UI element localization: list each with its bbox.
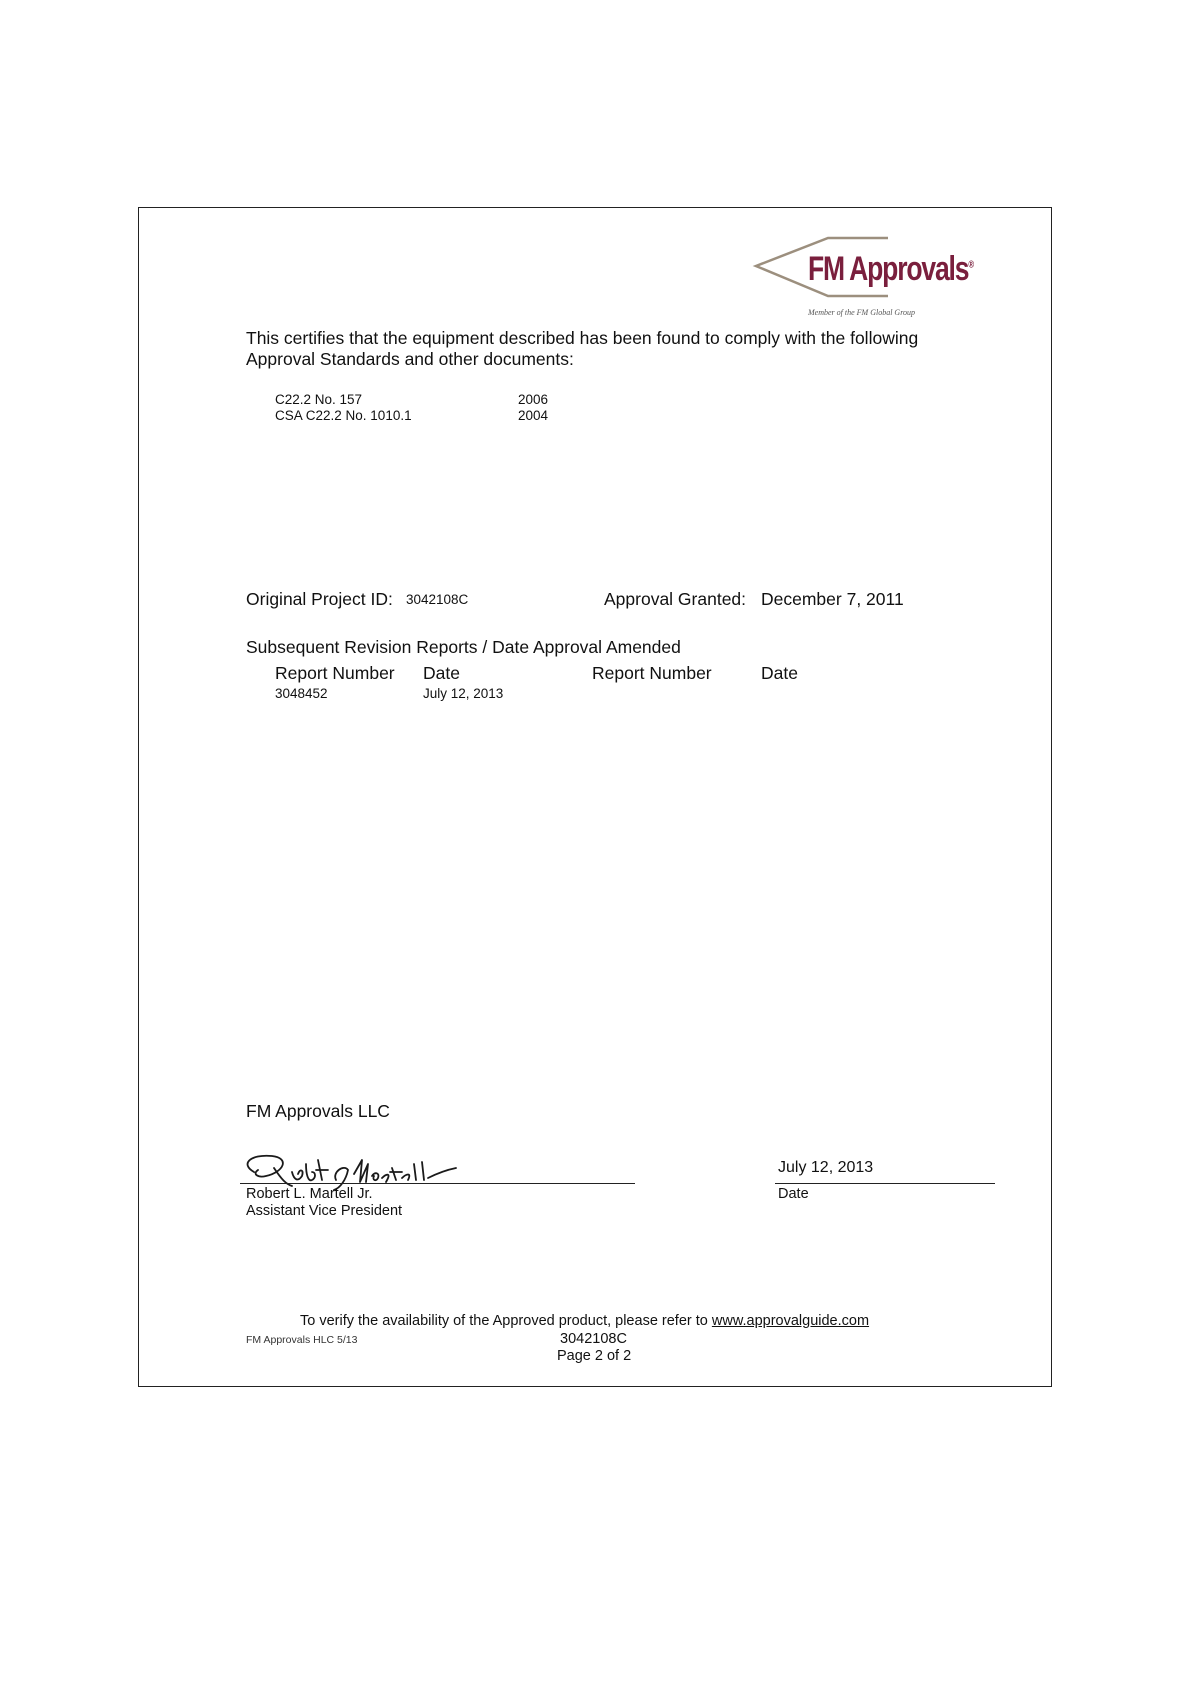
- col-date: Date: [423, 663, 460, 683]
- approval-granted-label: Approval Granted:: [604, 589, 747, 609]
- approvalguide-link[interactable]: www.approvalguide.com: [711, 1313, 870, 1329]
- page-number: Page 2 of 2: [557, 1348, 632, 1364]
- revision-report-number: 3048452: [275, 686, 328, 701]
- signature-line: [240, 1183, 635, 1184]
- verify-text: To verify the availability of the Approved product, please refer to: [300, 1313, 708, 1329]
- signature-date-label: Date: [778, 1186, 809, 1202]
- revision-date: July 12, 2013: [423, 686, 504, 701]
- signatory-name: Robert L. Martell Jr.: [246, 1186, 373, 1202]
- standard-name-2: CSA C22.2 No. 1010.1: [275, 408, 412, 423]
- logo-brand-text: FM Approvals®: [808, 250, 973, 288]
- standard-year-1: 2006: [518, 392, 549, 407]
- logo-tagline: Member of the FM Global Group: [808, 308, 916, 317]
- revisions-heading: Subsequent Revision Reports / Date Approval Amended: [246, 637, 681, 657]
- signature-date-value: July 12, 2013: [778, 1159, 874, 1176]
- approval-granted-value: December 7, 2011: [761, 589, 904, 609]
- form-id: FM Approvals HLC 5/13: [246, 1334, 358, 1346]
- original-project-id-value: 3042108C: [406, 592, 469, 607]
- company-name: FM Approvals LLC: [246, 1101, 390, 1121]
- standard-year-2: 2004: [518, 408, 549, 423]
- standard-name-1: C22.2 No. 157: [275, 392, 363, 407]
- fm-approvals-logo: [748, 230, 973, 322]
- date-line: [775, 1183, 995, 1184]
- col-report-number-2: Report Number: [592, 663, 712, 683]
- document-id: 3042108C: [560, 1331, 627, 1347]
- col-report-number: Report Number: [275, 663, 395, 683]
- verify-statement: [300, 1313, 869, 1329]
- signatory-title: Assistant Vice President: [246, 1203, 403, 1219]
- original-project-id-label: Original Project ID:: [246, 589, 393, 609]
- col-date-2: Date: [761, 663, 798, 683]
- certification-statement: This certifies that the equipment described has been found to comply with the following Approval Standards and other documents:: [246, 328, 919, 369]
